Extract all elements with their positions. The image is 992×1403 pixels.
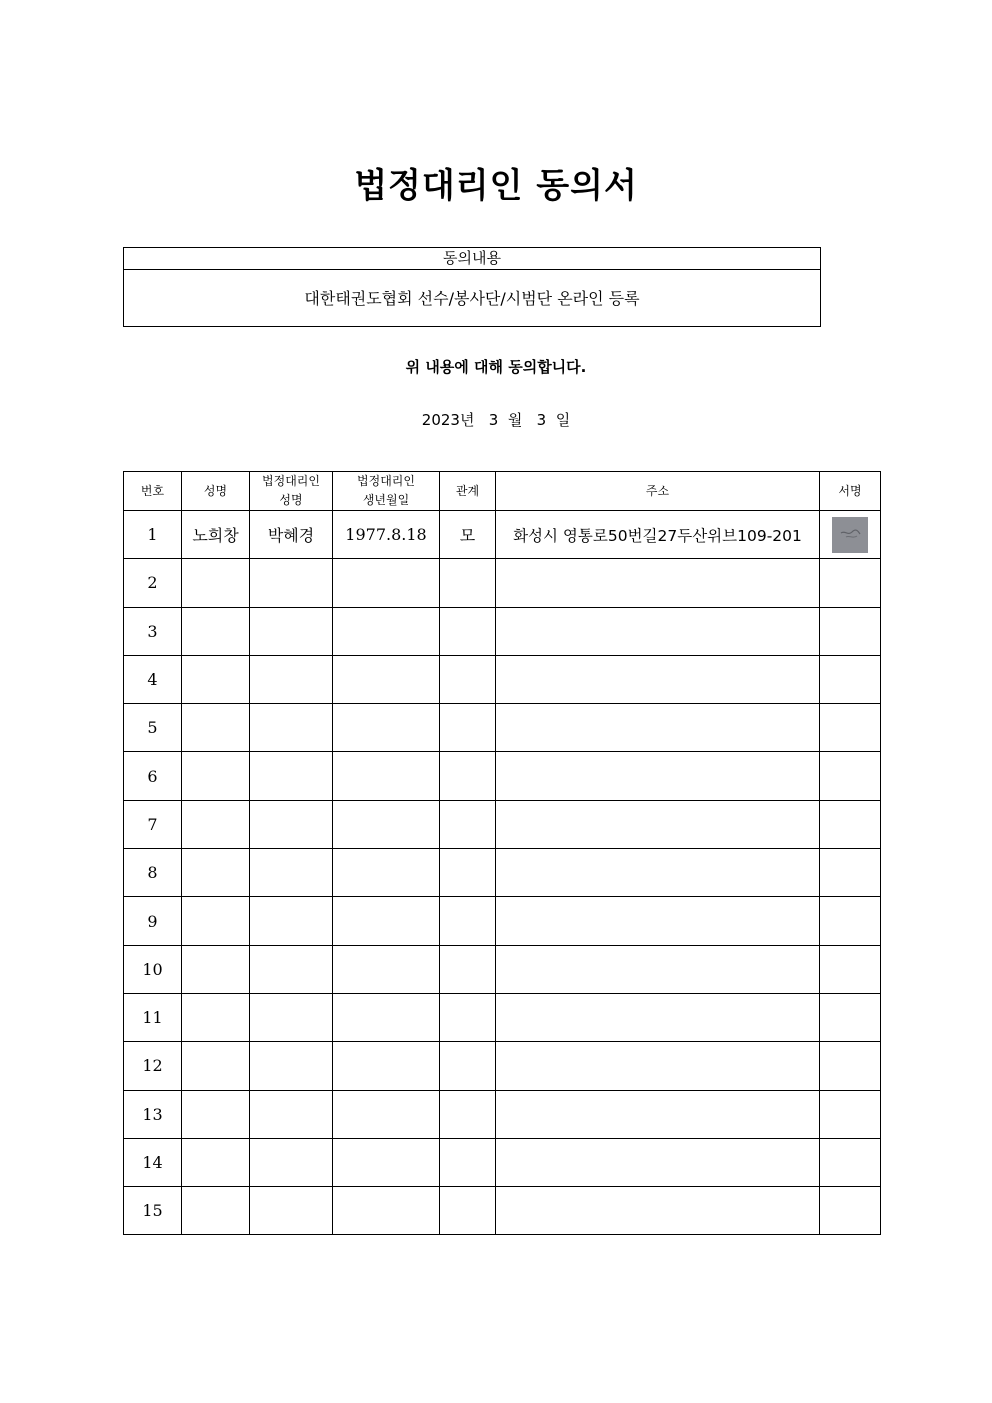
cell-address [496, 1042, 820, 1090]
table-row [124, 993, 881, 1041]
cell-guardian-birth [333, 704, 440, 752]
cell-signature [820, 1187, 881, 1235]
cell-name [182, 849, 250, 897]
cell-name [182, 1138, 250, 1186]
table-row [124, 1138, 881, 1186]
cell-no: 4 [124, 655, 182, 703]
cell-guardian-birth [333, 945, 440, 993]
table-row [124, 607, 881, 655]
consent-date: 2023년 3 월 3 일 [421, 411, 571, 429]
cell-address [496, 559, 820, 607]
cell-no: 12 [124, 1042, 182, 1090]
cell-guardian-name [250, 1090, 333, 1138]
cell-name [182, 559, 250, 607]
table-row [124, 897, 881, 945]
consent-box-header: 동의내용 [124, 248, 820, 270]
cell-guardian-name: 박혜경 [250, 511, 333, 559]
guardian-roster-table [123, 471, 881, 1235]
table-row [124, 1090, 881, 1138]
table-row [124, 511, 881, 559]
cell-relation [440, 993, 496, 1041]
cell-relation [440, 607, 496, 655]
cell-relation [440, 849, 496, 897]
cell-address [496, 800, 820, 848]
header-relation: 관계 [440, 472, 496, 511]
cell-signature [820, 1090, 881, 1138]
cell-no: 11 [124, 993, 182, 1041]
cell-guardian-name [250, 704, 333, 752]
cell-signature [820, 897, 881, 945]
cell-name [182, 800, 250, 848]
cell-address [496, 849, 820, 897]
cell-relation: 모 [440, 511, 496, 559]
cell-signature [820, 607, 881, 655]
cell-name [182, 655, 250, 703]
table-row [124, 559, 881, 607]
cell-guardian-name [250, 945, 333, 993]
cell-address [496, 945, 820, 993]
cell-no: 8 [124, 849, 182, 897]
cell-name [182, 945, 250, 993]
cell-signature [820, 752, 881, 800]
cell-relation [440, 945, 496, 993]
agree-statement: 위 내용에 대해 동의합니다. [405, 358, 587, 376]
cell-signature [820, 800, 881, 848]
cell-name [182, 607, 250, 655]
cell-name [182, 752, 250, 800]
table-header-row [124, 472, 881, 511]
cell-address [496, 752, 820, 800]
cell-no: 3 [124, 607, 182, 655]
cell-signature [820, 849, 881, 897]
cell-relation [440, 1090, 496, 1138]
consent-box [123, 247, 821, 327]
cell-name [182, 993, 250, 1041]
cell-no: 5 [124, 704, 182, 752]
cell-guardian-name [250, 559, 333, 607]
cell-guardian-birth [333, 800, 440, 848]
table-body [124, 511, 881, 1235]
cell-no: 14 [124, 1138, 182, 1186]
cell-signature [820, 655, 881, 703]
cell-guardian-name [250, 752, 333, 800]
cell-name [182, 1187, 250, 1235]
cell-guardian-birth [333, 849, 440, 897]
table-row [124, 945, 881, 993]
cell-guardian-name [250, 1042, 333, 1090]
cell-guardian-birth [333, 1138, 440, 1186]
cell-name [182, 704, 250, 752]
cell-relation [440, 897, 496, 945]
header-no: 번호 [124, 472, 182, 511]
cell-guardian-birth [333, 1090, 440, 1138]
cell-address [496, 993, 820, 1041]
cell-guardian-birth: 1977.8.18 [333, 511, 440, 559]
cell-address [496, 897, 820, 945]
cell-signature [820, 704, 881, 752]
cell-signature [820, 945, 881, 993]
cell-address [496, 1090, 820, 1138]
table-row [124, 655, 881, 703]
table-row [124, 800, 881, 848]
cell-guardian-name [250, 800, 333, 848]
cell-no: 2 [124, 559, 182, 607]
cell-no: 10 [124, 945, 182, 993]
cell-name [182, 1090, 250, 1138]
table-row [124, 1042, 881, 1090]
header-name: 성명 [182, 472, 250, 511]
table-row [124, 752, 881, 800]
cell-guardian-name [250, 897, 333, 945]
cell-address [496, 1187, 820, 1235]
page-title: 법정대리인 동의서 [354, 166, 638, 206]
cell-signature [820, 511, 881, 559]
cell-signature [820, 1138, 881, 1186]
cell-address [496, 1138, 820, 1186]
cell-name [182, 897, 250, 945]
header-address: 주소 [496, 472, 820, 511]
cell-guardian-name [250, 1138, 333, 1186]
cell-guardian-birth [333, 752, 440, 800]
cell-no: 9 [124, 897, 182, 945]
cell-guardian-name [250, 993, 333, 1041]
cell-signature [820, 559, 881, 607]
cell-guardian-birth [333, 559, 440, 607]
cell-guardian-birth [333, 897, 440, 945]
cell-relation [440, 1138, 496, 1186]
header-guardian-name: 법정대리인 성명 [250, 472, 333, 511]
cell-name: 노희창 [182, 511, 250, 559]
header-guardian-birth: 법정대리인 생년월일 [333, 472, 440, 511]
cell-no: 7 [124, 800, 182, 848]
cell-address [496, 655, 820, 703]
cell-guardian-birth [333, 655, 440, 703]
cell-name [182, 1042, 250, 1090]
cell-address: 화성시 영통로50번길27두산위브109-201 [496, 511, 820, 559]
cell-relation [440, 655, 496, 703]
table-row [124, 849, 881, 897]
cell-relation [440, 559, 496, 607]
cell-relation [440, 1042, 496, 1090]
cell-no: 15 [124, 1187, 182, 1235]
cell-no: 1 [124, 511, 182, 559]
cell-signature [820, 993, 881, 1041]
header-signature: 서명 [820, 472, 881, 511]
cell-guardian-birth [333, 1187, 440, 1235]
cell-guardian-name [250, 607, 333, 655]
cell-relation [440, 800, 496, 848]
cell-relation [440, 1187, 496, 1235]
cell-no: 6 [124, 752, 182, 800]
table-row [124, 704, 881, 752]
table-row [124, 1187, 881, 1235]
cell-guardian-birth [333, 1042, 440, 1090]
cell-no: 13 [124, 1090, 182, 1138]
cell-guardian-name [250, 1187, 333, 1235]
cell-guardian-birth [333, 607, 440, 655]
cell-guardian-name [250, 655, 333, 703]
cell-address [496, 704, 820, 752]
cell-signature [820, 1042, 881, 1090]
cell-relation [440, 704, 496, 752]
cell-guardian-name [250, 849, 333, 897]
consent-box-content: 대한태권도협회 선수/봉사단/시범단 온라인 등록 [304, 289, 640, 308]
cell-relation [440, 752, 496, 800]
cell-address [496, 607, 820, 655]
cell-guardian-birth [333, 993, 440, 1041]
signature-image [832, 517, 868, 553]
